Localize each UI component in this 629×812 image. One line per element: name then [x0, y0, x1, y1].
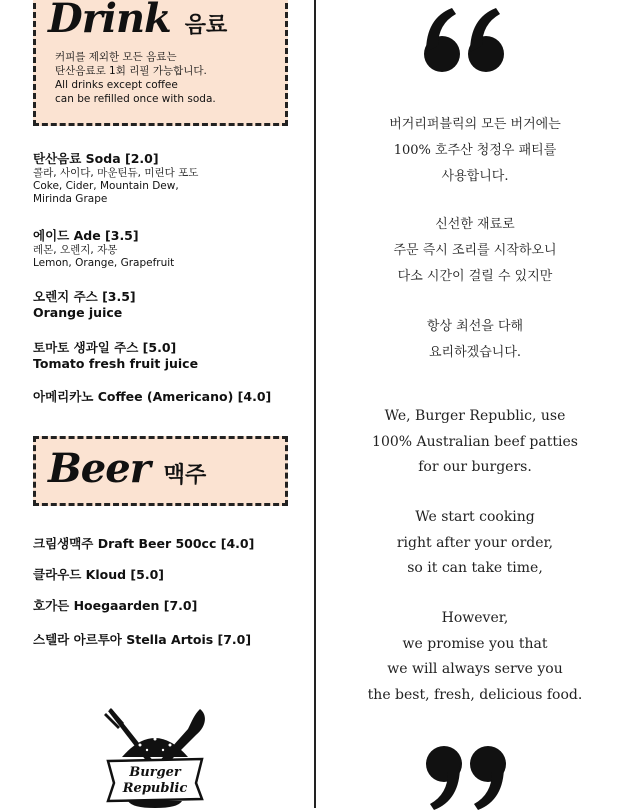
menu-item-hoegaarden — [33, 598, 308, 614]
close-quote-icon — [420, 742, 510, 812]
beer-title — [48, 445, 206, 492]
menu-item-detail: Coke, Cider, Mountain Dew, — [33, 180, 179, 192]
menu-item-tomato-juice — [33, 340, 308, 372]
menu-item-english: Orange juice — [33, 305, 123, 320]
beer-title-en: Beer — [48, 445, 150, 492]
message-line: so it can take time, — [407, 560, 543, 576]
menu-item-title: 아메리카노 Coffee (Americano) [4.0] — [33, 389, 272, 404]
menu-item-soda — [33, 151, 308, 206]
drink-title-en: Drink — [48, 0, 171, 42]
drink-section-header — [33, 0, 288, 126]
menu-item-english: Tomato fresh fruit juice — [33, 356, 199, 371]
message-line: We start cooking — [415, 509, 535, 525]
menu-item-title: 스텔라 아르투아 Stella Artois [7.0] — [33, 632, 252, 647]
menu-item-stella-artois — [33, 632, 308, 648]
menu-item-orange-juice — [33, 289, 308, 321]
open-quote-icon — [420, 6, 510, 76]
center-divider — [314, 0, 316, 808]
message-line: we will always serve you — [387, 661, 563, 677]
message-line: for our burgers. — [418, 459, 532, 475]
message-line: 사용합니다. — [441, 169, 509, 184]
message-line: We, Burger Republic, use — [384, 408, 566, 424]
menu-item-detail: 콜라, 사이다, 마운틴듀, 미린다 포도 — [33, 167, 199, 179]
refill-note-line: 탄산음료로 1회 리필 가능합니다. — [55, 65, 207, 77]
message-line: 신선한 재료로 — [435, 217, 515, 232]
message-line: 100% Australian beef patties — [372, 433, 578, 450]
burger-republic-logo — [100, 705, 210, 808]
message-en-paragraph-2 — [330, 505, 620, 582]
menu-item-detail: Mirinda Grape — [33, 193, 108, 205]
refill-note — [55, 50, 216, 106]
message-line: 주문 즉시 조리를 시작하오니 — [393, 243, 557, 258]
menu-item-title: 오렌지 주스 [3.5] — [33, 289, 136, 304]
menu-item-americano — [33, 389, 308, 405]
beer-title-ko: 맥주 — [163, 463, 207, 488]
message-line: 100% 호주산 청정우 패티를 — [393, 143, 557, 158]
message-ko-paragraph-1 — [330, 112, 620, 190]
menu-item-draft-beer — [33, 536, 308, 552]
message-line: we promise you that — [402, 635, 548, 652]
menu-item-title: 크림생맥주 Draft Beer 500cc [4.0] — [33, 536, 255, 551]
drink-title — [48, 0, 227, 42]
message-line: However, — [441, 610, 509, 626]
message-line: 다소 시간이 걸릴 수 있지만 — [397, 269, 553, 284]
menu-item-title: 클라우드 Kloud [5.0] — [33, 567, 164, 582]
message-ko-paragraph-2 — [330, 212, 620, 290]
refill-note-line: 커피를 제외한 모든 음료는 — [55, 51, 177, 63]
menu-item-detail: Lemon, Orange, Grapefruit — [33, 257, 175, 269]
drink-title-ko: 음료 — [184, 13, 228, 38]
menu-item-detail: 레몬, 오렌지, 자몽 — [33, 244, 118, 256]
logo-text-line1: Burger — [129, 765, 181, 780]
message-line: right after your order, — [396, 534, 554, 551]
message-en-paragraph-3 — [330, 606, 620, 708]
logo-text-line2: Republic — [122, 781, 188, 796]
refill-note-line: All drinks except coffee — [55, 79, 178, 91]
menu-item-title: 탄산음료 Soda [2.0] — [33, 151, 159, 166]
message-line: 요리하겠습니다. — [428, 345, 522, 360]
message-line: 버거리퍼블릭의 모든 버거에는 — [389, 117, 561, 132]
menu-item-ade — [33, 228, 308, 270]
menu-item-title: 에이드 Ade [3.5] — [33, 228, 139, 243]
message-line: the best, fresh, delicious food. — [367, 686, 583, 703]
refill-note-line: can be refilled once with soda. — [55, 93, 216, 105]
menu-item-kloud — [33, 567, 308, 583]
message-line: 항상 최선을 다해 — [426, 319, 524, 334]
beer-section-header — [33, 436, 288, 506]
message-en-paragraph-1 — [330, 404, 620, 481]
message-ko-paragraph-3 — [330, 314, 620, 366]
menu-item-title: 토마토 생과일 주스 [5.0] — [33, 340, 177, 355]
menu-item-title: 호가든 Hoegaarden [7.0] — [33, 598, 198, 613]
